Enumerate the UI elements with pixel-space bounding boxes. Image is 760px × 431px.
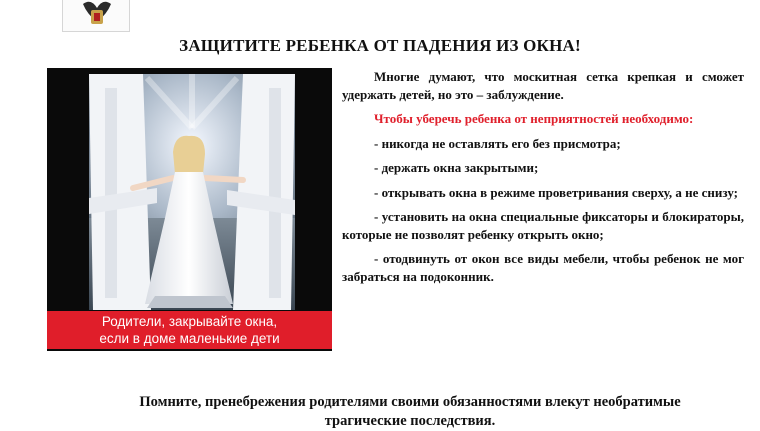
footer-line-2: трагические последствия. (324, 413, 496, 429)
list-item: - отодвинуть от окон все виды мебели, чтобы ребенок не мог забраться на подоконник. (342, 251, 744, 284)
coat-of-arms-icon (62, 0, 130, 32)
footer-line-1: Помните, пренебрежения родителями своими обязанностями влекут необратимые (139, 394, 681, 410)
footer-note (60, 393, 760, 431)
girl-at-window-illustration (47, 68, 332, 351)
list-item: - держать окна закрытыми; (374, 160, 539, 175)
photo-caption (47, 311, 332, 349)
caption-line-1: Родители, закрывайте окна, (101, 314, 278, 329)
list-item: - никогда не оставлять его без присмотра; (374, 135, 621, 151)
intro-paragraph: Многие думают, что москитная сетка крепкая и сможет удержать детей, но это – заблуждение. (342, 69, 744, 102)
list-item: - установить на окна специальные фиксаторы и блокираторы, которые не позволят ребенку открыть окно; (342, 209, 744, 242)
list-item: - открывать окна в режиме проветривания сверху, а не снизу; (374, 184, 738, 200)
advice-text (342, 68, 744, 292)
page-title: ЗАЩИТИТЕ РЕБЕНКА ОТ ПАДЕНИЯ ИЗ ОКНА! (179, 36, 581, 55)
caption-line-2: если в доме маленькие дети (99, 331, 280, 346)
warning-paragraph: Чтобы уберечь ребенка от неприятностей необходимо: (374, 111, 694, 126)
